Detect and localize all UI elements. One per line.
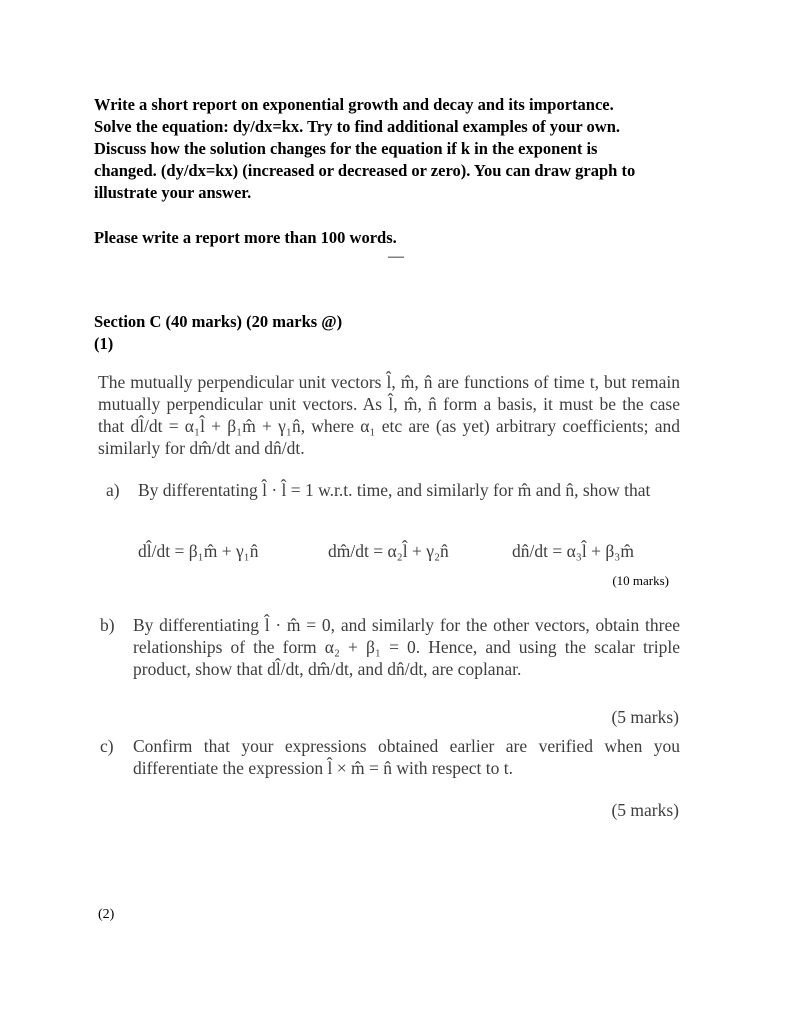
question-2-number: (2) (98, 907, 115, 922)
part-a-label: a) (106, 480, 120, 500)
assignment-prompt (94, 94, 704, 204)
prompt-line: Discuss how the solution changes for the equation if k in the exponent is (94, 139, 598, 158)
section-title: Section C (40 marks) (20 marks @) (94, 312, 343, 331)
question-number: (1) (94, 334, 114, 353)
part-c-text: Confirm that your expressions obtained earlier are verified when you differentiate the expression l̂ × m̂ = n̂ with respect to t. (133, 736, 680, 778)
equation-dl-dt: dl̂/dt = β₁m̂ + γ₁n̂ (138, 541, 259, 561)
prompt-line: Write a short report on exponential growth and decay and its importance. (94, 95, 614, 114)
equation-dm-dt: dm̂/dt = α₂l̂ + γ₂n̂ (328, 541, 449, 561)
part-a-text: By differentating l̂ · l̂ = 1 w.r.t. time, and similarly for m̂ and n̂, show that (138, 480, 651, 500)
part-a-marks: (10 marks) (612, 573, 669, 588)
part-c-label: c) (100, 736, 114, 756)
part-c-marks: (5 marks) (611, 800, 679, 820)
prompt-line: illustrate your answer. (94, 183, 252, 202)
dash-separator: — (388, 248, 404, 265)
part-b-label: b) (100, 615, 115, 635)
prompt-line: changed. (dy/dx=kx) (increased or decreased or zero). You can draw graph to (94, 161, 636, 180)
section-heading (94, 311, 342, 355)
word-count-instruction: Please write a report more than 100 words. (94, 228, 397, 247)
equation-dn-dt: dn̂/dt = α₃l̂ + β₃m̂ (512, 541, 634, 561)
part-b-text: By differentiating l̂ · m̂ = 0, and similarly for the other vectors, obtain three relationships of the form α₂ + β₁ = 0. Hence, and using the scalar triple product, show that dl̂/dt, dm̂/dt, and dn̂/dt, are coplanar. (133, 615, 680, 679)
prompt-line: Solve the equation: dy/dx=kx. Try to find additional examples of your own. (94, 117, 621, 136)
part-b-marks: (5 marks) (611, 707, 679, 727)
question-1-paragraph: The mutually perpendicular unit vectors l̂, m̂, n̂ are functions of time t, but remain mutually perpendicular unit vectors. As l̂, m̂, n̂ form a basis, it must be the case that dl̂/dt = α₁l̂ + β₁m̂ + γ₁n̂, where α₁ etc are (as yet) arbitrary coefficients; and similarly for dm̂/dt and dn̂/dt. (98, 372, 680, 458)
